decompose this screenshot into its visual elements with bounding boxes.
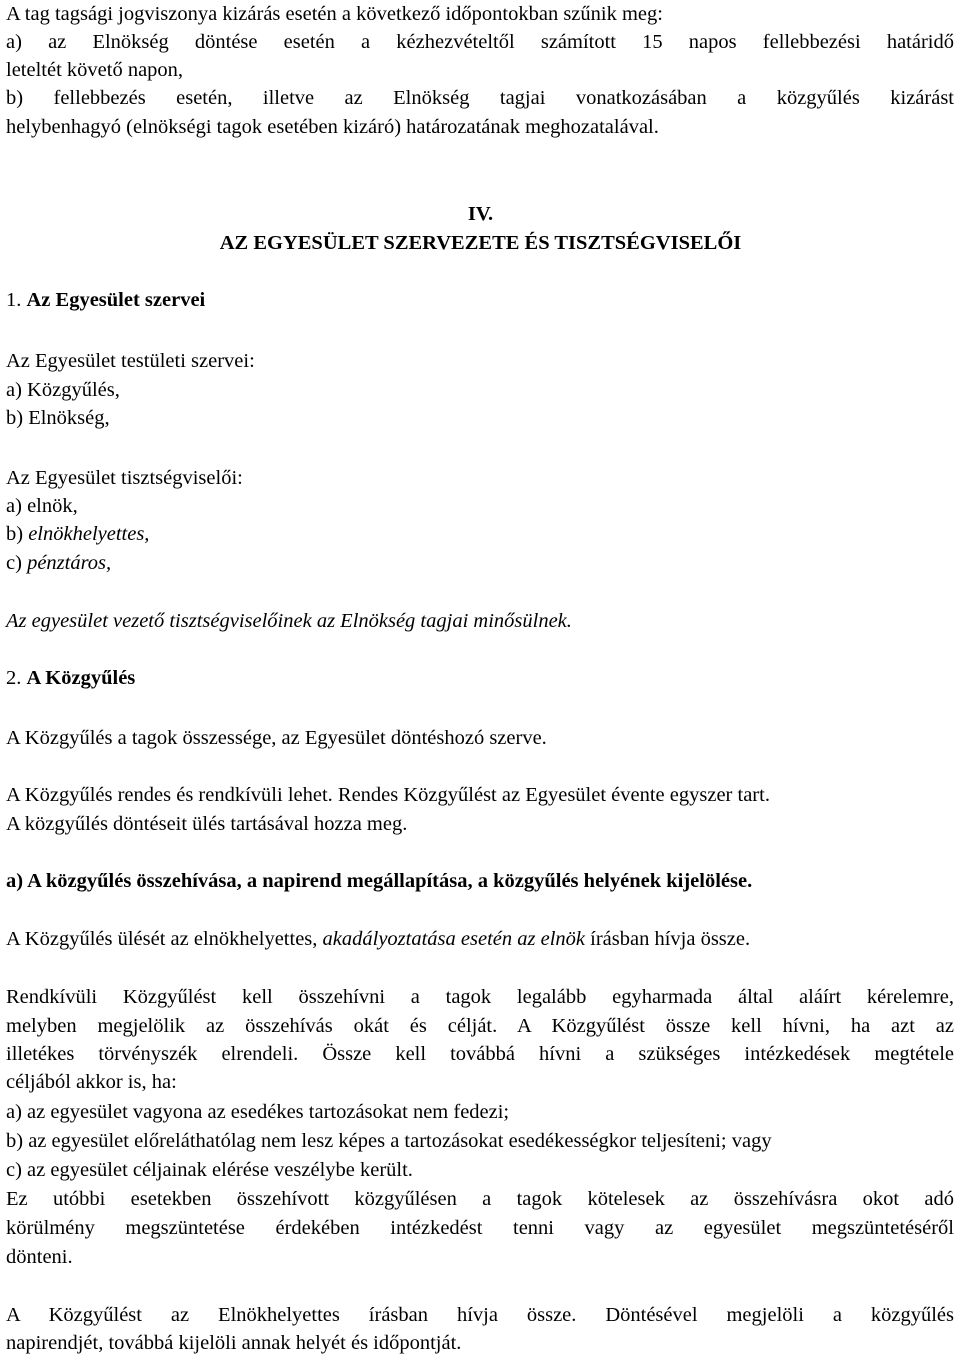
chapter-title: AZ EGYESÜLET SZERVEZETE ÉS TISZTSÉGVISELŐI	[219, 232, 742, 254]
text-line: Ez utóbbi esetekben összehívott közgyűlésen a tagok kötelesek az összehívásra okot adó	[6, 1188, 954, 1210]
note-line: Az egyesület vezető tisztségviselőinek az Elnökség tagjai minősülnek.	[6, 610, 572, 632]
list-marker: c)	[6, 552, 22, 574]
text-span: írásban hívja össze.	[585, 928, 751, 950]
list-text: pénztáros,	[27, 552, 112, 574]
text-line: dönteni.	[6, 1246, 73, 1268]
text-line: leteltét követő napon,	[6, 59, 184, 81]
text-line: A Közgyűlés a tagok összessége, az Egyesület döntéshozó szerve.	[6, 727, 547, 749]
list-item: b) Elnökség,	[6, 407, 110, 429]
list-text: elnökhelyettes,	[28, 523, 150, 545]
section-heading	[6, 286, 954, 314]
text-line: A Közgyűlés rendes és rendkívüli lehet. Rendes Közgyűlést az Egyesület évente egyszer tart.	[6, 784, 770, 806]
list-marker: b)	[6, 523, 24, 545]
section-heading	[6, 664, 954, 692]
list-item	[6, 492, 954, 520]
list-item: a) Közgyűlés,	[6, 379, 120, 401]
text-line: A közgyűlés döntéseit ülés tartásával hozza meg.	[6, 813, 408, 835]
section-title: Az Egyesület szervei	[26, 289, 206, 311]
text-line: b) fellebbezés esetén, illetve az Elnökség tagjai vonatkozásában a közgyűlés kizárást	[6, 87, 954, 109]
chapter-number: IV.	[467, 203, 494, 225]
text-line: körülmény megszüntetése érdekében intézkedést tenni vagy az egyesület megszüntetéséről	[6, 1217, 954, 1239]
text-line: napirendjét, továbbá kijelöli annak helyét és időpontját.	[6, 1332, 462, 1354]
text-line: A Közgyűlést az Elnökhelyettes írásban hívja össze. Döntésével megjelöli a közgyűlés	[6, 1304, 954, 1326]
section-number: 2.	[6, 667, 22, 689]
list-item	[6, 520, 954, 548]
list-item: b) az egyesület előreláthatólag nem lesz képes a tartozásokat esedékességkor teljesíteni; vagy	[6, 1130, 772, 1152]
text-line: a) az Elnökség döntése esetén a kézhezvételtől számított 15 napos fellebbezési határidő	[6, 31, 954, 53]
text-line: Az Egyesület testületi szervei:	[6, 350, 255, 372]
text-line: helybenhagyó (elnökségi tagok esetében kizáró) határozatának meghozatalával.	[6, 116, 659, 138]
list-item: c) az egyesület céljainak elérése veszélybe került.	[6, 1159, 413, 1181]
list-item: a) az egyesület vagyona az esedékes tartozásokat nem fedezi;	[6, 1101, 510, 1123]
text-line: Rendkívüli Közgyűlést kell összehívni a tagok legalább egyharmada által aláírt kérelemre,	[6, 986, 954, 1008]
section-title: A Közgyűlés	[26, 667, 136, 689]
text-line: melyben megjelölik az összehívás okát és célját. A Közgyűlést össze kell hívni, ha azt az	[6, 1015, 954, 1037]
text-line: A tag tagsági jogviszonya kizárás esetén a következő időpontokban szűnik meg:	[6, 3, 663, 25]
text-span: A Közgyűlés ülését az elnökhelyettes,	[6, 928, 323, 950]
text-line: céljából akkor is, ha:	[6, 1071, 177, 1093]
text-line: illetékes törvényszék elrendeli. Össze kell továbbá hívni a szükséges intézkedések megtétele	[6, 1043, 954, 1065]
text-span-italic: akadályoztatása esetén az elnök	[322, 928, 585, 950]
list-item	[6, 549, 954, 577]
list-marker: a)	[6, 495, 22, 517]
section-number: 1.	[6, 289, 22, 311]
list-text: elnök,	[27, 495, 78, 517]
text-line: Az Egyesület tisztségviselői:	[6, 467, 243, 489]
text-line	[6, 925, 954, 953]
subsection-heading: a) A közgyűlés összehívása, a napirend megállapítása, a közgyűlés helyének kijelölése.	[6, 870, 753, 892]
